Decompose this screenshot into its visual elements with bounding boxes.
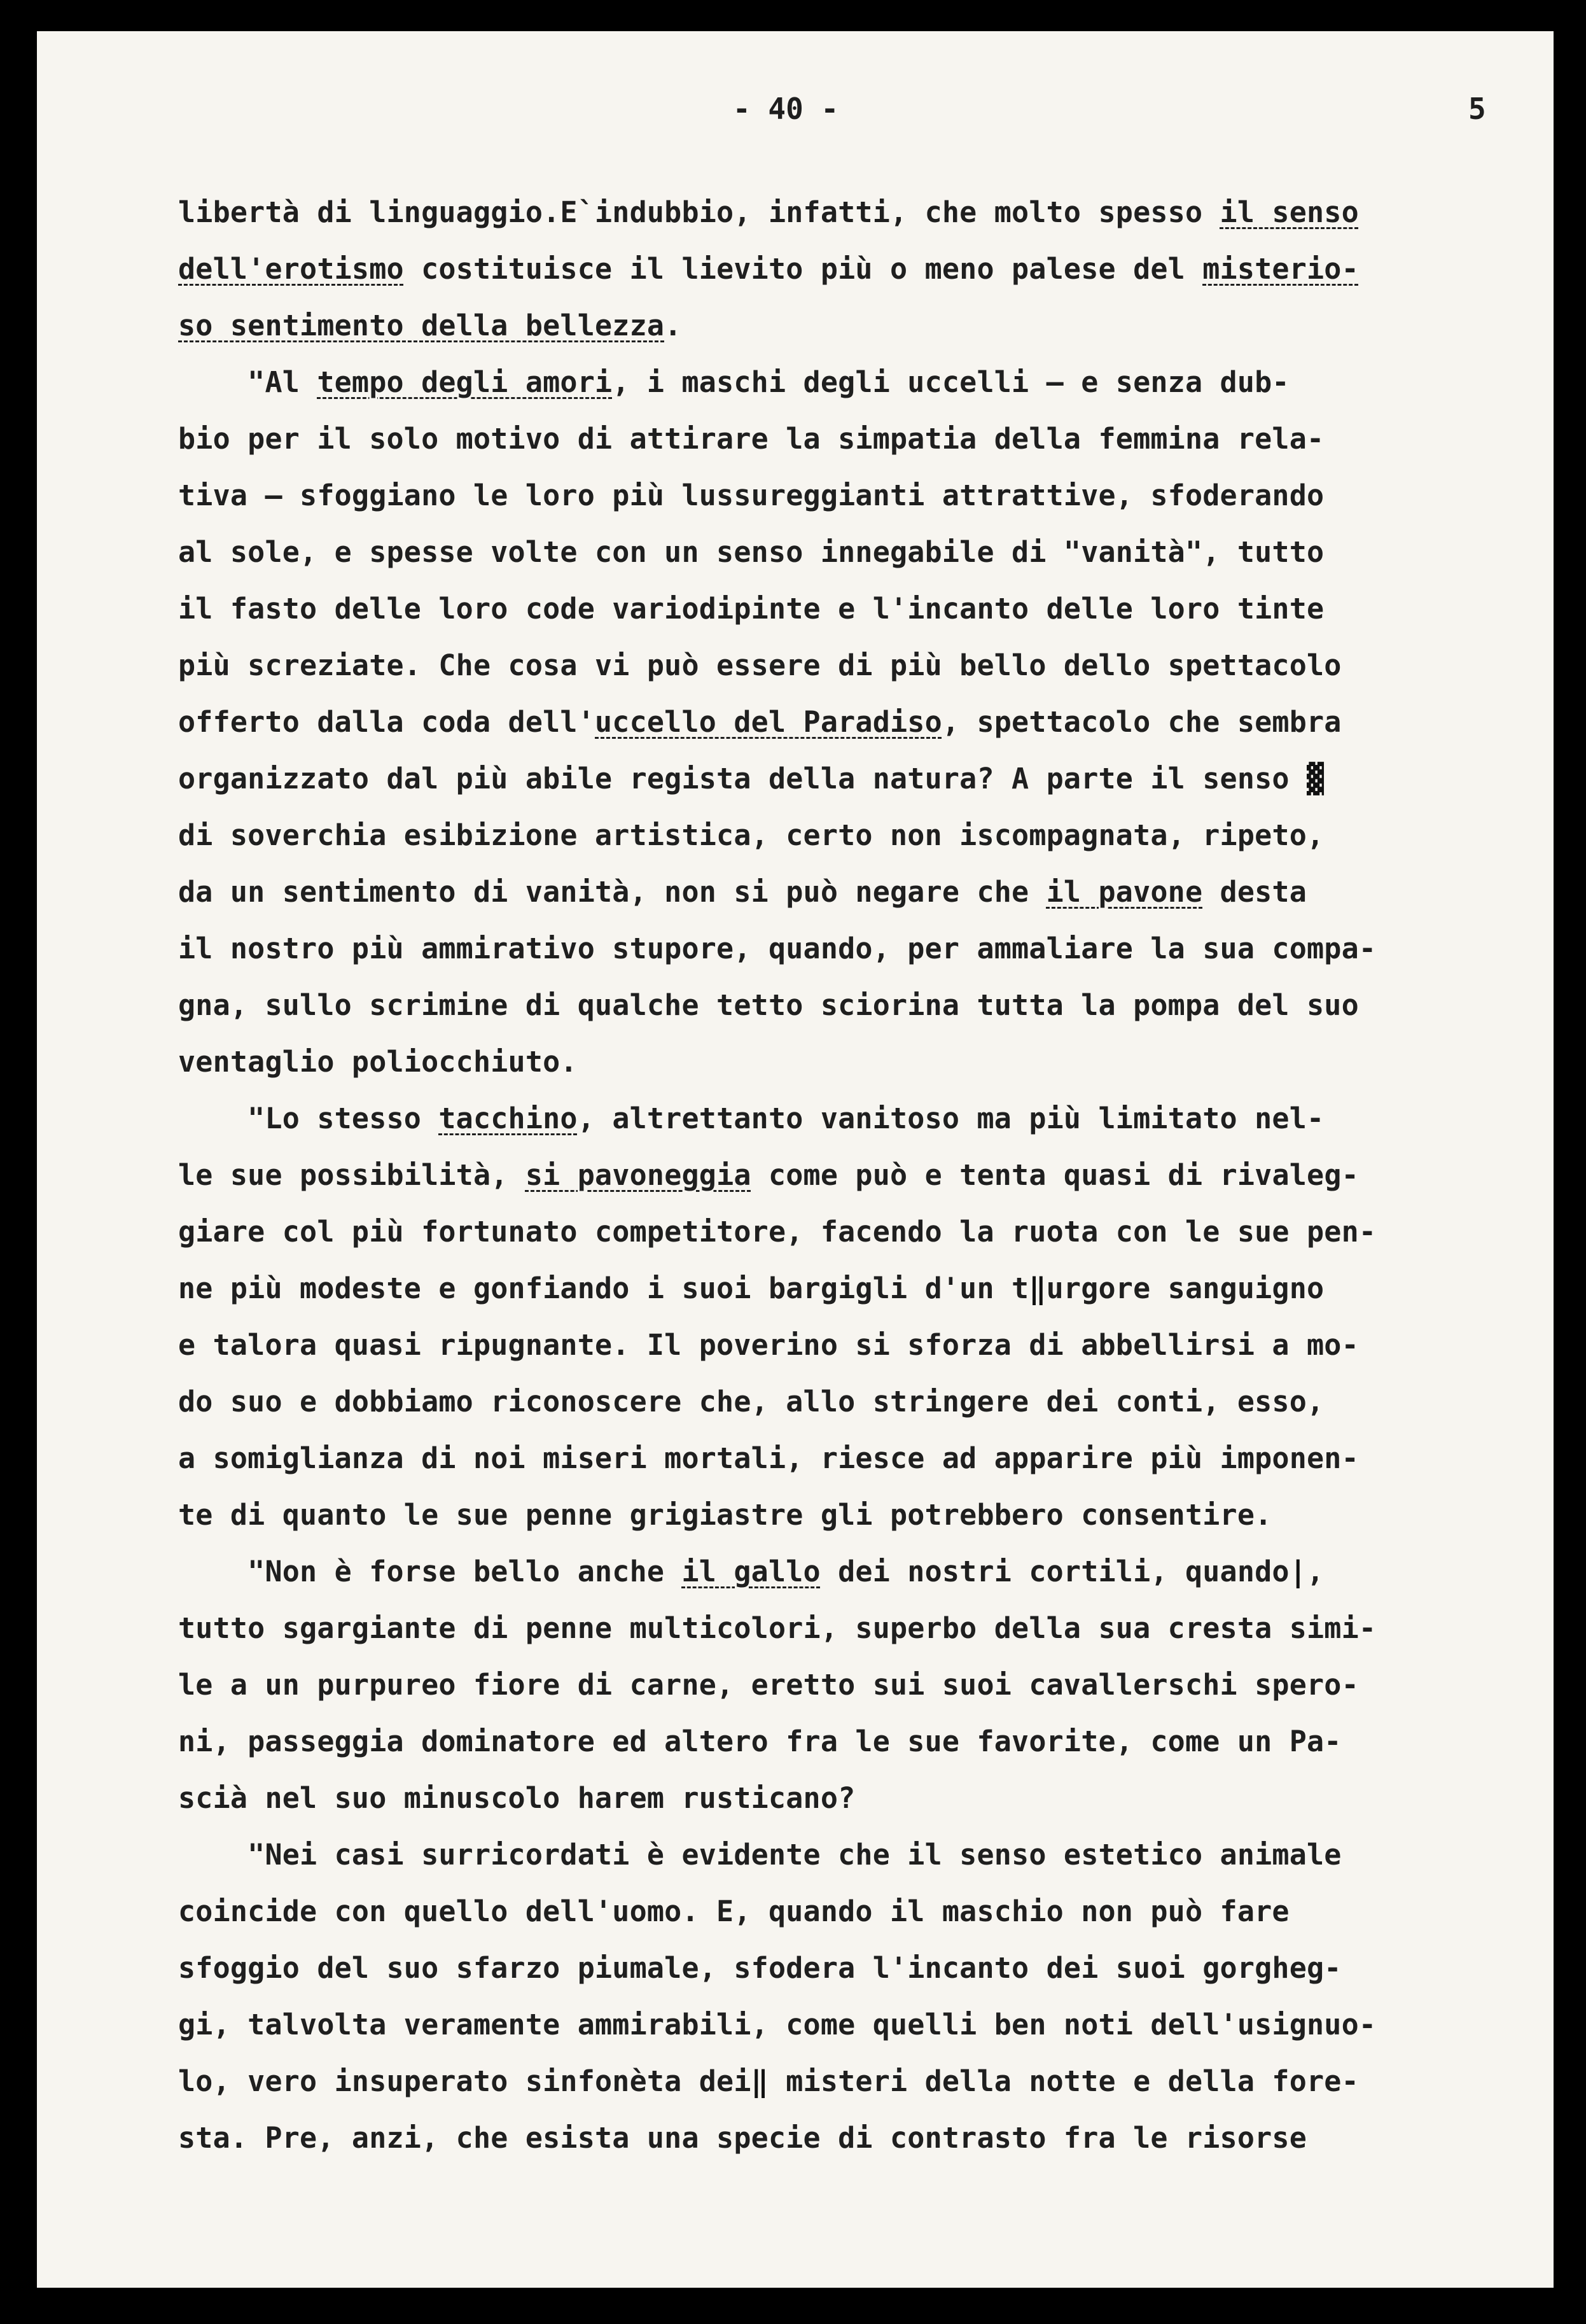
text-segment: lo, vero insuperato sinfonèta dei	[178, 2064, 751, 2098]
text-segment: , altrettanto vanitoso ma più limitato nel-	[577, 1102, 1325, 1135]
text-segment: do suo e dobbiamo riconoscere che, allo stringere dei conti, esso,	[178, 1385, 1325, 1418]
text-segment: come può e tenta quasi di rivaleg-	[751, 1158, 1359, 1192]
underlined-text: dell'erotismo	[178, 252, 404, 286]
text-segment: ,	[1307, 1555, 1325, 1588]
text-line	[178, 864, 1533, 920]
text-line	[178, 410, 1533, 467]
text-line	[178, 241, 1533, 297]
text-segment: "Nei casi surricordati è evidente che il senso estetico animale	[178, 1838, 1342, 1872]
text-line	[178, 694, 1533, 750]
text-line	[178, 1487, 1533, 1543]
handwritten-mark: ▓	[1307, 762, 1325, 795]
text-line	[178, 1430, 1533, 1487]
text-segment: tutto sgargiante di penne multicolori, superbo della sua cresta simi-	[178, 1611, 1377, 1645]
underlined-text: il gallo	[681, 1555, 821, 1588]
text-segment: offerto dalla coda dell'	[178, 705, 595, 739]
text-line	[178, 750, 1533, 807]
text-line	[178, 1373, 1533, 1430]
text-line	[178, 1543, 1533, 1600]
text-line	[178, 354, 1533, 410]
text-line	[178, 1600, 1533, 1656]
text-segment: il nostro più ammirativo stupore, quando, per ammaliare la sua compa-	[178, 932, 1377, 965]
handwritten-mark: ‖	[751, 2064, 769, 2098]
text-line	[178, 637, 1533, 694]
text-segment: il fasto delle loro code variodipinte e l'incanto delle loro tinte	[178, 592, 1325, 626]
text-segment: te di quanto le sue penne grigiastre gli potrebbero consentire.	[178, 1498, 1272, 1532]
text-segment: giare col più fortunato competitore, facendo la ruota con le sue pen-	[178, 1215, 1377, 1249]
text-line	[178, 1203, 1533, 1260]
page-number-right: 5	[1468, 92, 1486, 126]
text-line	[178, 1033, 1533, 1090]
text-segment: sta. Pre, anzi, che esista una specie di contrasto fra le risorse	[178, 2121, 1307, 2155]
text-line	[178, 1656, 1533, 1713]
text-segment: e talora quasi ripugnante. Il poverino si sforza di abbellirsi a mo-	[178, 1328, 1359, 1362]
text-segment: da un sentimento di vanità, non si può negare che	[178, 875, 1047, 909]
text-segment: ventaglio poliocchiuto.	[178, 1045, 578, 1079]
document-page	[33, 31, 1554, 2288]
text-segment: scià nel suo minuscolo harem rusticano?	[178, 1781, 856, 1815]
text-line	[178, 1317, 1533, 1373]
text-segment: libertà di linguaggio.E`indubbio, infatti, che molto spesso	[178, 195, 1220, 229]
underlined-text: tacchino	[438, 1102, 578, 1135]
text-segment: al sole, e spesse volte con un senso innegabile di "vanità", tutto	[178, 535, 1325, 569]
page-number-center: - 40 -	[733, 92, 839, 126]
underlined-text: il pavone	[1046, 875, 1203, 909]
underlined-text: il senso	[1220, 195, 1359, 229]
text-segment: gna, sullo scrimine di qualche tetto sciorina tutta la pompa del suo	[178, 988, 1359, 1022]
text-line	[178, 580, 1533, 637]
text-line	[178, 2110, 1533, 2166]
text-line	[178, 524, 1533, 580]
text-segment: ne più modeste e gonfiando i suoi bargigli d'un t	[178, 1271, 1029, 1305]
text-segment: , spettacolo che sembra	[942, 705, 1342, 739]
text-segment: tiva — sfoggiano le loro più lussureggianti attrattive, sfoderando	[178, 479, 1325, 512]
handwritten-mark: ‖	[1029, 1271, 1047, 1305]
text-line	[178, 1883, 1533, 1940]
body-text	[178, 184, 1533, 2166]
text-line	[178, 1090, 1533, 1147]
text-segment: misteri della notte e della fore-	[768, 2064, 1359, 2098]
text-segment: , i maschi degli uccelli — e senza dub-	[612, 365, 1290, 399]
text-line	[178, 297, 1533, 354]
text-segment: ni, passeggia dominatore ed altero fra le sue favorite, come un Pa-	[178, 1725, 1342, 1758]
text-line	[178, 1713, 1533, 1770]
text-line	[178, 1147, 1533, 1203]
handwritten-mark: |	[1289, 1555, 1307, 1588]
text-segment: costituisce il lievito più o meno palese del	[403, 252, 1203, 286]
text-segment: .	[664, 309, 682, 342]
underlined-text: tempo degli amori	[317, 365, 613, 399]
text-line	[178, 1260, 1533, 1317]
text-segment: organizzato dal più abile regista della natura? A parte il senso	[178, 762, 1307, 795]
text-segment: a somiglianza di noi miseri mortali, riesce ad apparire più imponen-	[178, 1441, 1359, 1475]
text-segment: dei nostri cortili, quando	[820, 1555, 1290, 1588]
text-line	[178, 2053, 1533, 2110]
text-line	[178, 1996, 1533, 2053]
text-segment: più screziate. Che cosa vi può essere di più bello dello spettacolo	[178, 648, 1342, 682]
text-segment: di soverchia esibizione artistica, certo non iscompagnata, ripeto,	[178, 818, 1325, 852]
text-line	[178, 977, 1533, 1033]
text-segment: urgore sanguigno	[1046, 1271, 1325, 1305]
text-segment: coincide con quello dell'uomo. E, quando il maschio non può fare	[178, 1894, 1290, 1928]
text-segment: bio per il solo motivo di attirare la simpatia della femmina rela-	[178, 422, 1325, 456]
text-segment: "Non è forse bello anche	[178, 1555, 682, 1588]
text-line	[178, 807, 1533, 864]
text-segment: gi, talvolta veramente ammirabili, come quelli ben noti dell'usignuo-	[178, 2008, 1377, 2041]
underlined-text: si pavoneggia	[525, 1158, 751, 1192]
text-segment: "Al	[178, 365, 317, 399]
text-segment: sfoggio del suo sfarzo piumale, sfodera l'incanto dei suoi gorgheg-	[178, 1951, 1342, 1985]
text-line	[178, 1940, 1533, 1996]
text-line	[178, 1770, 1533, 1826]
underlined-text: uccello del Paradiso	[595, 705, 942, 739]
text-line	[178, 1826, 1533, 1883]
text-line	[178, 467, 1533, 524]
underlined-text: so sentimento della bellezza	[178, 309, 665, 342]
text-line	[178, 184, 1533, 241]
text-segment: le a un purpureo fiore di carne, eretto sui suoi cavallerschi spero-	[178, 1668, 1359, 1702]
text-line	[178, 920, 1533, 977]
text-segment: le sue possibilità,	[178, 1158, 525, 1192]
text-segment: desta	[1202, 875, 1307, 909]
left-edge-mark	[33, 31, 37, 2288]
underlined-text: misterio-	[1202, 252, 1359, 286]
text-segment: "Lo stesso	[178, 1102, 439, 1135]
